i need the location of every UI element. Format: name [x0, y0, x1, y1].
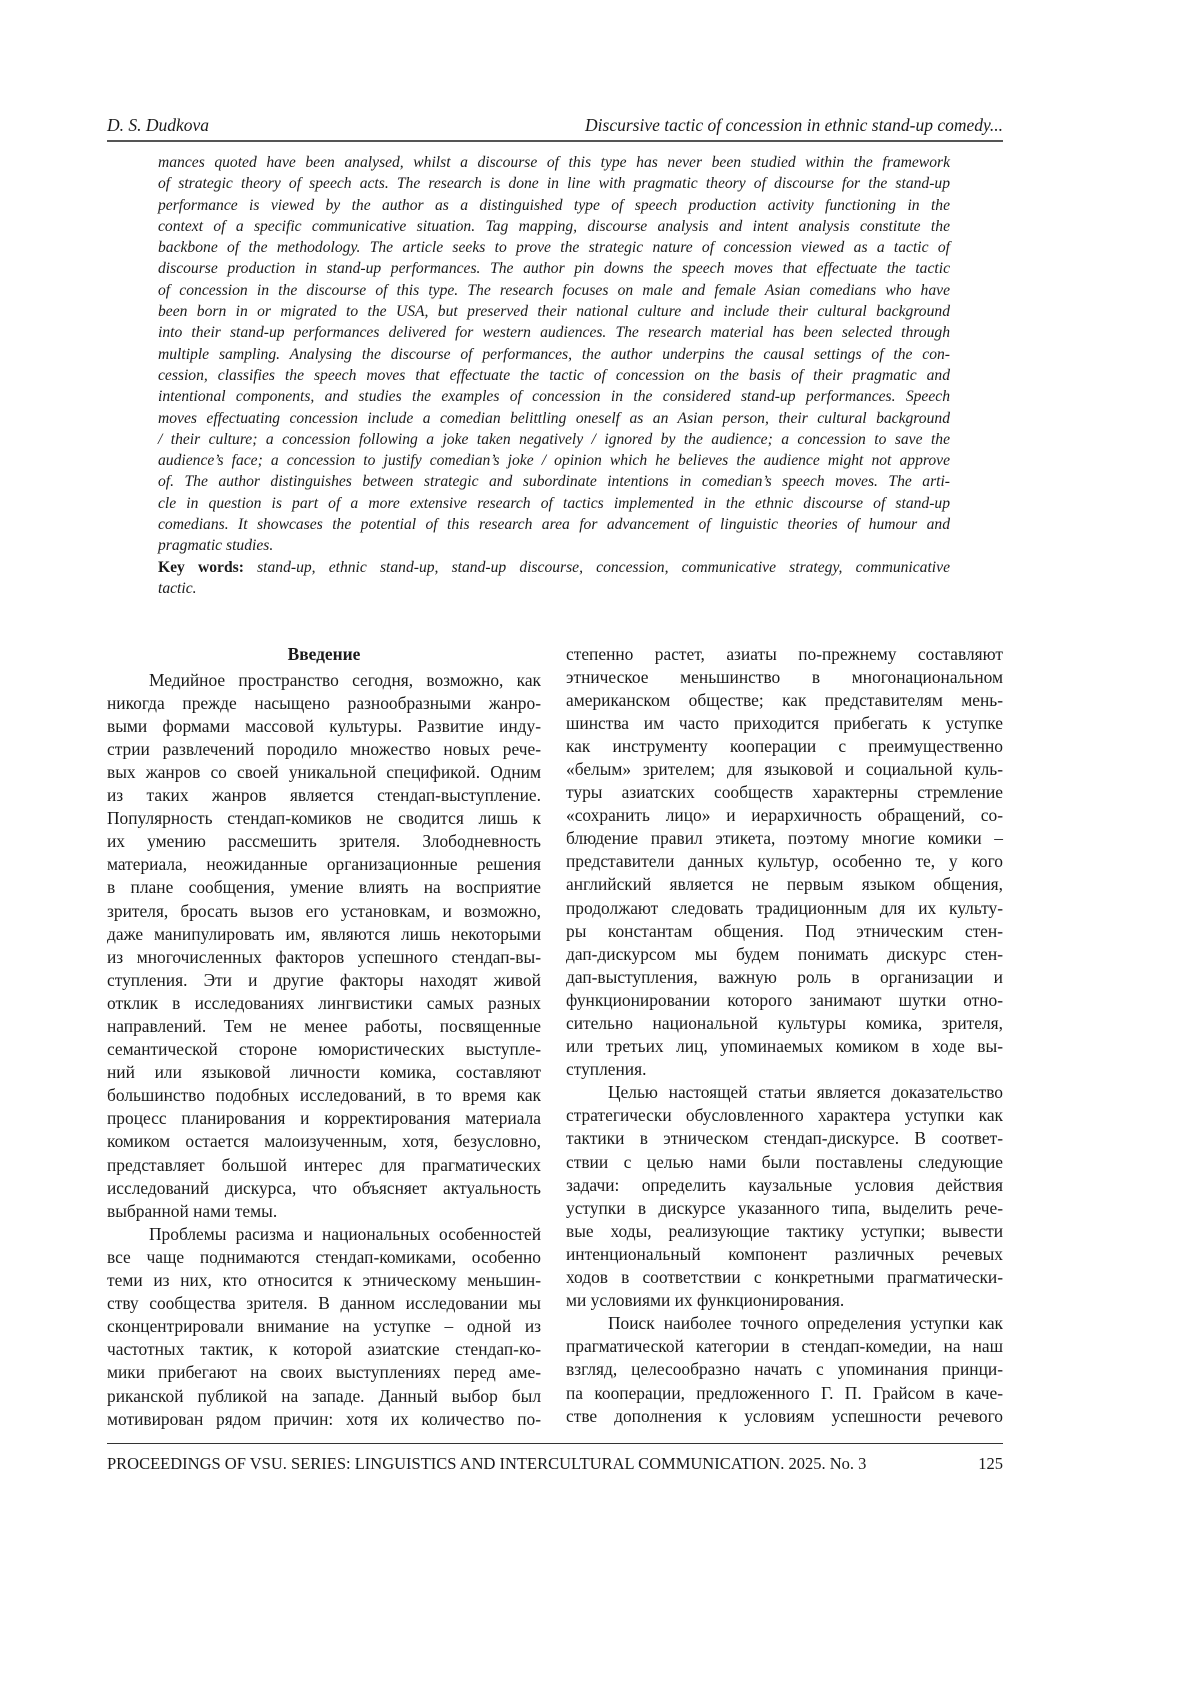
text-line: ры константам общения. Под этническим стен- [566, 920, 1003, 943]
text-line: большинство подобных исследований, в то время как [107, 1084, 541, 1107]
text-line: задачи: определить каузальные условия действия [566, 1174, 1003, 1197]
text-line: материала, неожиданные организационные решения [107, 853, 541, 876]
page-footer [107, 1453, 1003, 1475]
text-line: ствии с целью нами были поставлены следующие [566, 1151, 1003, 1174]
text-line: туры азиатских сообществ характерны стремление [566, 781, 1003, 804]
text-line: Проблемы расизма и национальных особенностей [107, 1223, 541, 1246]
paragraph [107, 1223, 541, 1431]
text-line: функционировании которого занимают шутки отно- [566, 989, 1003, 1012]
text-line: степенно растет, азиаты по-прежнему составляют [566, 643, 1003, 666]
text-line: как инструменту кооперации с преимущественно [566, 735, 1003, 758]
abstract-line: intentional components, and studies the examples of concession in the considered stand-up performances. Speech [158, 386, 950, 407]
keywords-line [158, 557, 950, 578]
text-line: Медийное пространство сегодня, возможно, как [107, 669, 541, 692]
text-line: выбранной нами темы. [107, 1200, 541, 1223]
text-line: или третьих лиц, упоминаемых комиком в ходе вы- [566, 1035, 1003, 1058]
abstract-line: mances quoted have been analysed, whilst a discourse of this type has never been studied within the framework [158, 152, 950, 173]
paragraph [566, 643, 1003, 1082]
text-line: сконцентрировали внимание на уступке – одной из [107, 1315, 541, 1338]
abstract-line: / their culture; a concession following a joke taken negatively / ignored by the audience; a concession to save the [158, 429, 950, 450]
text-line: вые ходы, реализующие тактику уступки; вывести [566, 1220, 1003, 1243]
text-line: никогда прежде насыщено разнообразными жанро- [107, 692, 541, 715]
abstract-line: into their stand-up performances delivered for western audiences. The research material has been selected through [158, 322, 950, 343]
text-line: направлений. Тем не менее работы, посвященные [107, 1015, 541, 1038]
footer-journal-title: PROCEEDINGS OF VSU. SERIES: LINGUISTICS AND INTERCULTURAL COMMUNICATION. 2025. No. 3 [107, 1453, 866, 1475]
keywords-label: Key words: [158, 559, 244, 576]
text-line: мотивирован рядом причин: хотя их количество по- [107, 1408, 541, 1431]
text-line: шинства им часто приходится прибегать к уступке [566, 712, 1003, 735]
text-line: выми формами массовой культуры. Развитие инду- [107, 715, 541, 738]
text-line: английский является не первым языком общения, [566, 873, 1003, 896]
abstract-line: backbone of the methodology. The article seeks to prove the strategic nature of concession viewed as a tactic of [158, 237, 950, 258]
abstract-line: of. The author distinguishes between strategic and subordinate intentions in comedian’s speech moves. The arti- [158, 471, 950, 492]
text-line: представляет большой интерес для прагматических [107, 1154, 541, 1177]
paragraph [107, 669, 541, 1223]
abstract-line: audience’s face; a concession to justify comedian’s joke / opinion which he believes the audience might not approve [158, 450, 950, 471]
text-line: «сохранить лицо» и иерархичность обращений, со- [566, 804, 1003, 827]
text-line: комиком остается малоизученным, хотя, безусловно, [107, 1130, 541, 1153]
text-line: даже манипулировать им, являются лишь некоторыми [107, 923, 541, 946]
right-column [566, 643, 1003, 1428]
text-line: дап-дискурсом мы будем понимать дискурс стен- [566, 943, 1003, 966]
text-line: исследований дискурса, что объясняет актуальность [107, 1177, 541, 1200]
left-column [107, 643, 541, 1431]
abstract [158, 152, 950, 599]
text-line: из многочисленных факторов успешного стендап-вы- [107, 946, 541, 969]
text-line: прагматической категории в стендап-комедии, на наш [566, 1335, 1003, 1358]
keywords-text-continued: tactic. [158, 578, 950, 599]
text-line: Популярность стендап-комиков не сводится лишь к [107, 807, 541, 830]
text-line: ступления. Эти и другие факторы находят живой [107, 969, 541, 992]
abstract-line: context of a specific communicative situation. Tag mapping, discourse analysis and intent analysis constitute the [158, 216, 950, 237]
abstract-line: of concession in the discourse of this type. The research focuses on male and female Asian comedians who have [158, 280, 950, 301]
text-line: взгляд, целесообразно начать с упоминания принци- [566, 1358, 1003, 1381]
text-line: продолжают следовать традиционным для их культу- [566, 897, 1003, 920]
text-line: стве дополнения к условиям успешности речевого [566, 1405, 1003, 1428]
right-column-body [566, 643, 1003, 1428]
paragraph [566, 1312, 1003, 1427]
footer-divider [107, 1443, 1003, 1444]
text-line: из таких жанров является стендап-выступление. [107, 784, 541, 807]
text-line: семантической стороне юмористических выступле- [107, 1038, 541, 1061]
abstract-body [158, 152, 950, 557]
text-line: представители данных культур, особенно те, у кого [566, 850, 1003, 873]
abstract-line: cession, classifies the speech moves that effectuate the tactic of concession on the basis of their pragmatic and [158, 365, 950, 386]
text-line: тактики в этническом стендап-дискурсе. В соответ- [566, 1127, 1003, 1150]
abstract-line: discourse production in stand-up performances. The author pin downs the speech moves that effectuate the tactic [158, 258, 950, 279]
left-column-body [107, 669, 541, 1431]
running-header-author: D. S. Dudkova [107, 114, 209, 136]
abstract-line: performance is viewed by the author as a distinguished type of speech production activity functioning in the [158, 195, 950, 216]
text-line: па кооперации, предложенного Г. П. Грайсом в каче- [566, 1382, 1003, 1405]
abstract-line: of strategic theory of speech acts. The research is done in line with pragmatic theory of discourse for the stand-up [158, 173, 950, 194]
text-line: ступления. [566, 1058, 1003, 1081]
abstract-line: multiple sampling. Analysing the discourse of performances, the author underpins the causal settings of the con- [158, 344, 950, 365]
abstract-line: pragmatic studies. [158, 535, 950, 556]
text-line: ми условиями их функционирования. [566, 1289, 1003, 1312]
text-line: стрии развлечений породило множество новых рече- [107, 738, 541, 761]
abstract-line: moves effectuating concession include a comedian belittling oneself as an Asian person, their cultural background [158, 408, 950, 429]
text-line: стратегически обусловленного характера уступки как [566, 1104, 1003, 1127]
abstract-line: comedians. It showcases the potential of this research area for advancement of linguistic theories of humour and [158, 514, 950, 535]
text-line: все чаще поднимаются стендап-комиками, особенно [107, 1246, 541, 1269]
text-line: ству сообщества зрителя. В данном исследовании мы [107, 1292, 541, 1315]
page-number: 125 [978, 1453, 1003, 1475]
text-line: интенциональный компонент различных речевых [566, 1243, 1003, 1266]
text-line: их умению рассмешить зрителя. Злободневность [107, 830, 541, 853]
text-line: уступки в дискурсе указанного типа, выделить рече- [566, 1197, 1003, 1220]
text-line: американском обществе; как представителям мень- [566, 689, 1003, 712]
keywords-text: stand-up, ethnic stand-up, stand-up discourse, concession, communicative strategy, communicative [257, 559, 950, 576]
section-heading-introduction: Введение [107, 643, 541, 666]
text-line: риканской публикой на западе. Данный выбор был [107, 1385, 541, 1408]
text-line: этническое меньшинство в многонациональном [566, 666, 1003, 689]
running-header-title: Discursive tactic of concession in ethnic stand-up comedy... [585, 114, 1003, 136]
text-line: ний или языковой личности комика, составляют [107, 1061, 541, 1084]
text-line: отклик в исследованиях лингвистики самых разных [107, 992, 541, 1015]
text-line: блюдение правил этикета, поэтому многие комики – [566, 827, 1003, 850]
text-line: «белым» зрителем; для языковой и социальной куль- [566, 758, 1003, 781]
paragraph [566, 1081, 1003, 1312]
text-line: процесс планирования и корректирования материала [107, 1107, 541, 1130]
text-line: зрителя, бросать вызов его установкам, и возможно, [107, 900, 541, 923]
text-line: Целью настоящей статьи является доказательство [566, 1081, 1003, 1104]
header-divider [107, 140, 1003, 142]
text-line: частотных тактик, к которой азиатские стендап-ко- [107, 1338, 541, 1361]
text-line: Поиск наиболее точного определения уступки как [566, 1312, 1003, 1335]
abstract-line: cle in question is part of a more extensive research of tactics implemented in the ethnic discourse of stand-up [158, 493, 950, 514]
text-line: теми из них, кто относится к этническому меньшин- [107, 1269, 541, 1292]
text-line: ходов в соответствии с конкретными прагматически- [566, 1266, 1003, 1289]
text-line: дап-выступления, важную роль в организации и [566, 966, 1003, 989]
text-line: мики прибегают на своих выступлениях перед аме- [107, 1361, 541, 1384]
text-line: вых жанров со своей уникальной спецификой. Одним [107, 761, 541, 784]
abstract-line: been born in or migrated to the USA, but preserved their national culture and include their cultural background [158, 301, 950, 322]
text-line: сительно национальной культуры комика, зрителя, [566, 1012, 1003, 1035]
text-line: в плане сообщения, умение влиять на восприятие [107, 876, 541, 899]
